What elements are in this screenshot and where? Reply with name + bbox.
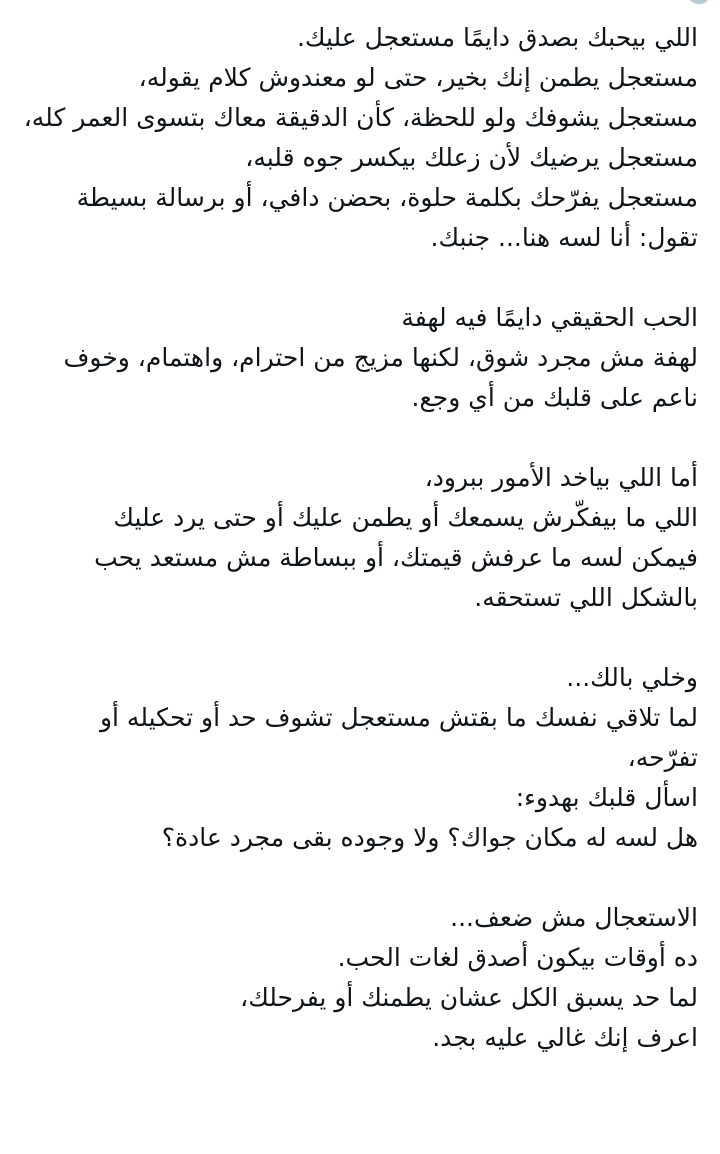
text-line: مستعجل يشوفك ولو للحظة، كأن الدقيقة معاك بتسوى العمر كله، [23,103,698,132]
text-line: اللي بيحبك بصدق دايمًا مستعجل عليك. [296,23,698,52]
text-line: مستعجل يطمن إنك بخير، حتى لو معندوش كلام يقوله، [138,63,698,92]
post-text [14,18,698,1098]
text-line: فيمكن لسه ما عرفش قيمتك، أو ببساطة مش مستعد يحب [94,543,698,572]
text-line: اسأل قلبك بهدوء: [515,783,698,812]
paragraph-3 [14,458,698,618]
text-line: الاستعجال مش ضعف... [450,903,698,932]
text-line: اعرف إنك غالي عليه بجد. [432,1023,698,1052]
paragraph-4 [14,658,698,858]
text-line: الحب الحقيقي دايمًا فيه لهفة [401,303,698,332]
paragraph-2 [14,298,698,418]
text-line: تفرّحه، [627,743,698,772]
text-line: لما تلاقي نفسك ما بقتش مستعجل تشوف حد أو تحكيله أو [99,703,698,732]
text-line: مستعجل يفرّحك بكلمة حلوة، بحضن دافي، أو برسالة بسيطة [76,183,698,212]
paragraph-1 [14,18,698,258]
text-line: وخلي بالك... [566,663,698,692]
text-line: هل لسه له مكان جواك؟ ولا وجوده بقى مجرد عادة؟ [161,823,698,852]
text-line: لما حد يسبق الكل عشان يطمنك أو يفرحلك، [240,983,698,1012]
text-line: ده أوقات بيكون أصدق لغات الحب. [337,943,698,972]
text-line: أما اللي بياخد الأمور ببرود، [424,463,698,492]
text-line: لهفة مش مجرد شوق، لكنها مزيج من احترام، واهتمام، وخوف [63,343,698,372]
text-line: بالشكل اللي تستحقه. [474,583,698,612]
text-line: تقول: أنا لسه هنا... جنبك. [430,223,698,252]
avatar-edge [688,0,710,4]
paragraph-5 [14,898,698,1058]
text-line: ناعم على قلبك من أي وجع. [411,383,698,412]
text-line: اللي ما بيفكّرش يسمعك أو يطمن عليك أو حتى يرد عليك [113,503,698,532]
text-line: مستعجل يرضيك لأن زعلك بيكسر جوه قلبه، [245,143,698,172]
